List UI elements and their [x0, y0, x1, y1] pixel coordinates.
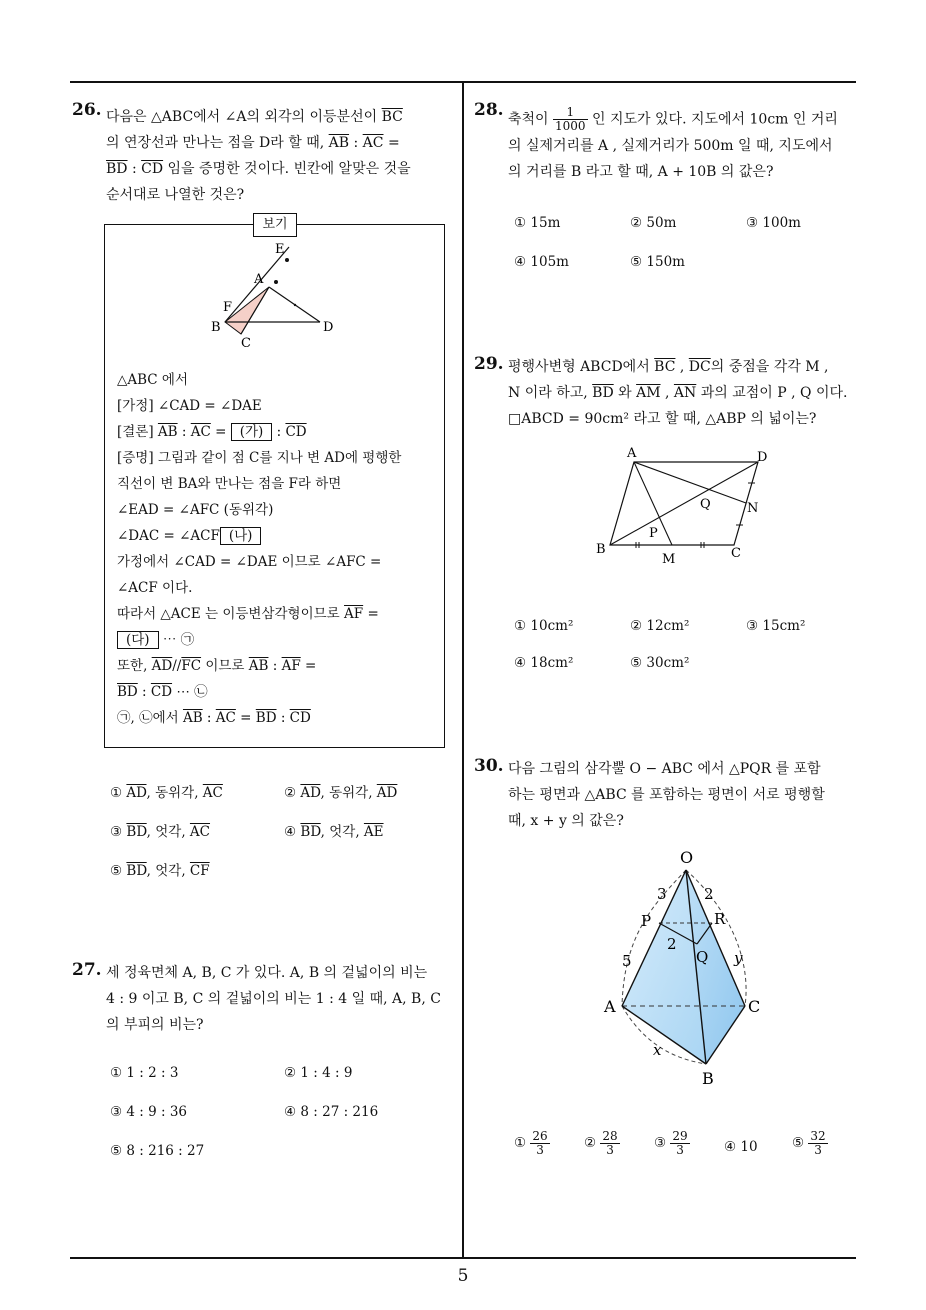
label-2-mid: 2 [667, 935, 677, 953]
question-stem: 축척이 $\frac{1}{1000}$ 인 지도가 있다. 지도에서 10cm 인 거리 의 실제거리를 A , 실제거리가 500m 일 때, 지도에서 의 거리를 B 라고 할 때, A + 10B 의 값은? [508, 105, 838, 180]
choice-3[interactable]: ③ 15cm² [746, 618, 806, 634]
label-n: N [747, 501, 759, 516]
label-c: C [748, 997, 761, 1016]
label-e: E [275, 242, 285, 257]
label-b: B [596, 542, 606, 557]
choice-5[interactable]: ⑤ $\overline{BD}$, 엇각, $\overline{CF}$ [110, 863, 210, 879]
label-y: y [734, 949, 743, 967]
choice-3[interactable]: ③ 4 : 9 : 36 [110, 1104, 188, 1120]
label-d: D [757, 450, 768, 465]
question-27 [72, 960, 457, 1170]
label-r: R [714, 910, 726, 928]
label-f: F [223, 300, 233, 315]
pyramid-figure [474, 844, 859, 1094]
choice-2[interactable]: ② 1 : 4 : 9 [284, 1065, 353, 1081]
label-m: M [662, 552, 676, 567]
choice-2[interactable]: ② 50m [630, 215, 677, 231]
label-b: B [702, 1069, 714, 1088]
question-number: 28. [474, 100, 504, 120]
choice-2[interactable]: ② 12cm² [630, 618, 690, 634]
choice-1[interactable]: ① 15m [514, 215, 561, 231]
choice-3[interactable]: ③ $\frac{29}{3}$ [654, 1129, 688, 1157]
label-c: C [731, 546, 741, 561]
question-28 [474, 100, 859, 280]
label-3: 3 [657, 885, 667, 903]
angle-mark [274, 280, 278, 284]
example-box [104, 217, 445, 748]
parallelogram-figure [474, 440, 859, 580]
question-stem: 다음은 △ABC에서 ∠A의 외각의 이등분선이 $\overline{BC}$ 의 연장선과 만나는 점을 D라 할 때, $\overline{AB}$ : $\overline{AC}$ = $\overline{BD}$ : $\overline{CD}$ 임을 증명한 것이다. 빈칸에 알맞은 것을 순서대로 나열한 것은? [106, 109, 411, 203]
choice-3[interactable]: ③ 100m [746, 215, 801, 231]
choice-1[interactable]: ① $\overline{AD}$, 동위각, $\overline{AC}$ [110, 785, 223, 801]
choice-5[interactable]: ⑤ 30cm² [630, 655, 690, 671]
choice-3[interactable]: ③ $\overline{BD}$, 엇각, $\overline{AC}$ [110, 824, 211, 840]
label-5: 5 [622, 952, 632, 970]
choice-1[interactable]: ① $\frac{26}{3}$ [514, 1129, 548, 1157]
question-number: 29. [474, 354, 504, 374]
blank-da: (다) [117, 631, 159, 649]
proof-text: △ABC 에서 [가정] ∠CAD = ∠DAE [결론] $\overline{AB}$ : $\overline{AC}$ = (가) : $\overline{CD}$ [증명] 그림과 같이 점 C를 지나 변 AD에 평행한 직선이 변 BA와 만나는 점을 F라 하면 ∠EAD = ∠AFC (동위각) ∠DAC = ∠ACF (나) 가정에서 ∠CAD = ∠DAE 이므로 ∠AFC = ∠ACF 이다. 따라서 △ACE 는 이등변삼각형이므로 $\overline{AF}$ = (다) ⋯ ㉠ 또한, $\overline{AD}//\overline{FC}$ 이므로 $\overline{AB}$ : $\overline{AF}$ = $\overline{BD}$ : $\overline{CD}$ ⋯ ㉡ ㉠, ㉡에서 $\overline{AB}$ : $\overline{AC} = \overline{BD}$ : $\overline{CD}$ [117, 372, 402, 726]
choice-2[interactable]: ② $\overline{AD}$, 동위각, $\overline{AD}$ [284, 785, 398, 801]
question-30 [474, 756, 859, 1176]
label-c: C [241, 336, 251, 351]
scale-fraction: $\frac{1}{1000}$ [555, 105, 586, 133]
angle-mark [285, 258, 289, 262]
label-b: B [211, 320, 221, 335]
label-q: Q [700, 497, 711, 512]
question-number: 26. [72, 100, 102, 120]
question-29 [474, 354, 859, 684]
label-a: A [254, 272, 264, 287]
choice-4[interactable]: ④ 18cm² [514, 655, 574, 671]
label-p: P [649, 526, 658, 541]
choice-5[interactable]: ⑤ $\frac{32}{3}$ [792, 1129, 826, 1157]
page-number: 5 [457, 1266, 469, 1286]
angle-mark [294, 304, 296, 306]
choice-1[interactable]: ① 1 : 2 : 3 [110, 1065, 179, 1081]
column-divider [462, 83, 464, 1257]
choice-4[interactable]: ④ 10 [724, 1139, 758, 1155]
label-x: x [653, 1041, 662, 1059]
segment-an [634, 462, 746, 503]
blank-ga: (가) [231, 423, 273, 441]
label-a: A [627, 446, 637, 461]
label-o: O [680, 848, 694, 867]
question-stem: 세 정육면체 A, B, C 가 있다. A, B 의 겉넓이의 비는 4 : 9 이고 B, C 의 겉넓이의 비는 1 : 4 일 때, A, B, C 의 부피의 비는? [106, 965, 441, 1033]
question-number: 30. [474, 756, 504, 776]
question-number: 27. [72, 960, 102, 980]
label-a: A [604, 997, 616, 1016]
label-q: Q [696, 948, 709, 966]
choice-4[interactable]: ④ $\overline{BD}$, 엇각, $\overline{AE}$ [284, 824, 384, 840]
blank-na: (나) [220, 527, 262, 545]
question-stem: 다음 그림의 삼각뿔 O − ABC 에서 △PQR 를 포함 하는 평면과 △ABC 를 포함하는 평면이 서로 평행할 때, x + y 의 값은? [508, 761, 825, 829]
question-stem: 평행사변형 ABCD에서 $\overline{BC}$ , $\overline{DC}$의 중점을 각각 M , N 이라 하고, $\overline{BD}$ 와 $\overline{AM}$ , $\overline{AN}$ 과의 교점이 P , Q 이다. □ABCD = 90cm² 라고 할 때, △ABP 의 넓이는? [508, 359, 848, 427]
choice-4[interactable]: ④ 8 : 27 : 216 [284, 1104, 379, 1120]
label-2-top: 2 [704, 885, 714, 903]
choice-4[interactable]: ④ 105m [514, 254, 569, 270]
label-p: P [641, 912, 652, 930]
diagonal-bd [610, 462, 758, 545]
choice-5[interactable]: ⑤ 8 : 216 : 27 [110, 1143, 205, 1159]
choice-2[interactable]: ② $\frac{28}{3}$ [584, 1129, 618, 1157]
triangle-figure [105, 235, 444, 365]
question-26 [72, 100, 457, 890]
box-title: 보기 [253, 213, 297, 237]
label-d: D [323, 320, 334, 335]
choice-5[interactable]: ⑤ 150m [630, 254, 685, 270]
bottom-rule [70, 1257, 856, 1259]
choice-1[interactable]: ① 10cm² [514, 618, 574, 634]
